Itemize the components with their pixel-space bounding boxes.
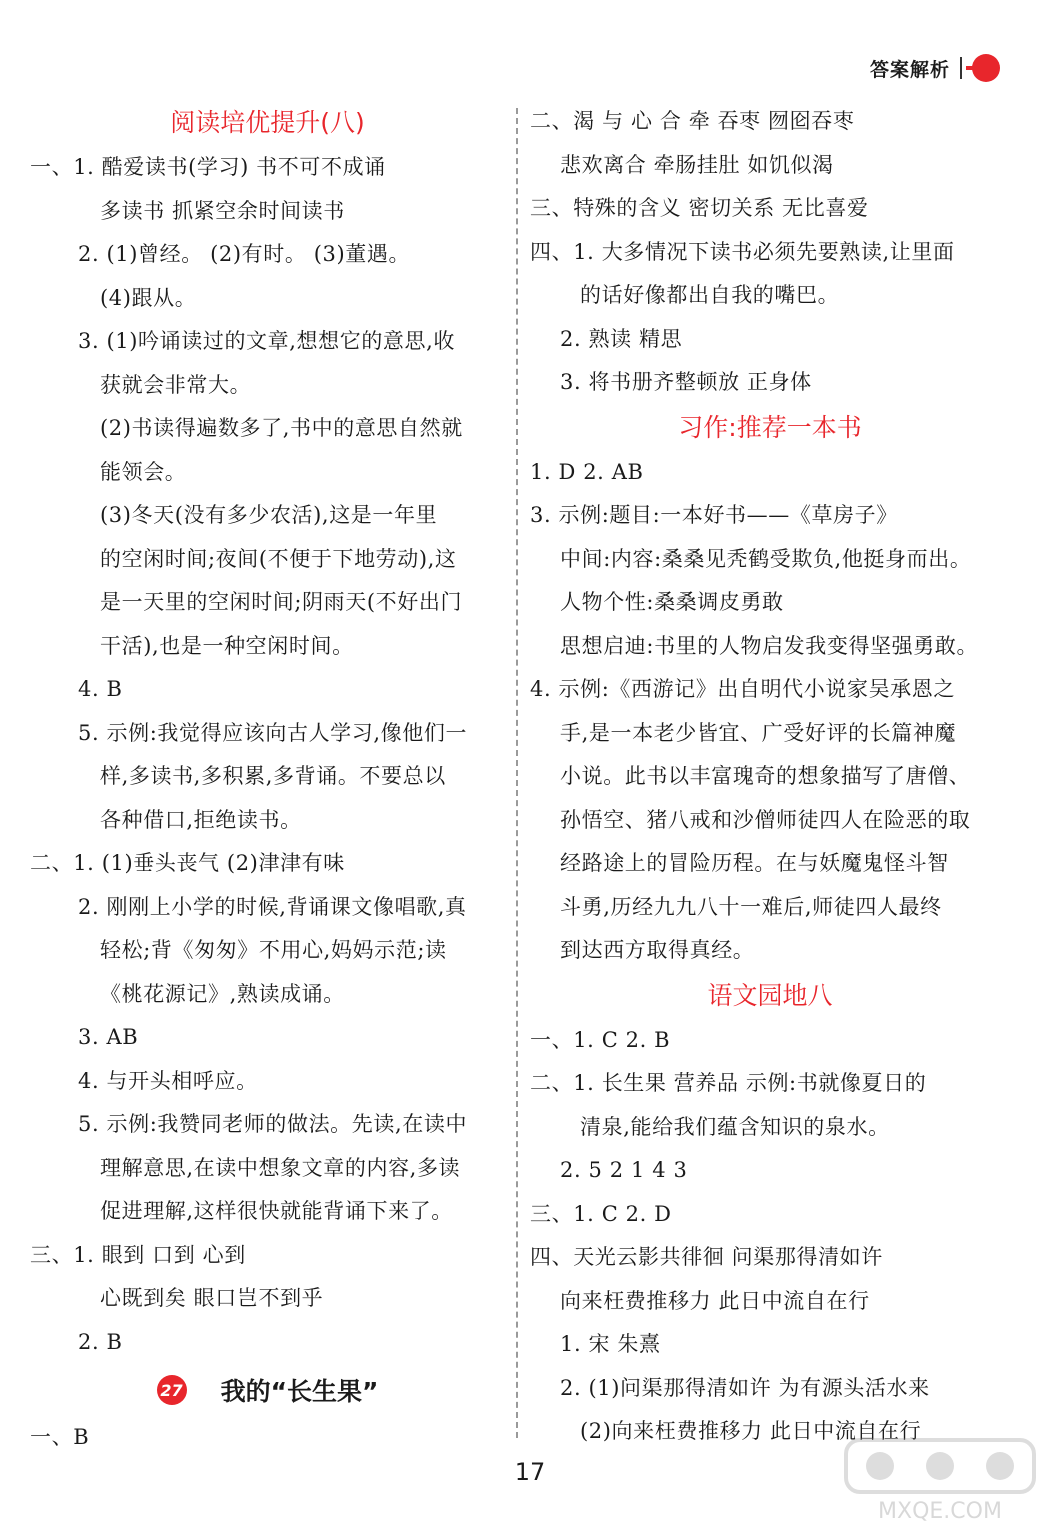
answer-line: 的话好像都出自我的嘴巴。 — [580, 283, 840, 307]
watermark-text: MXQE.COM — [878, 1499, 1002, 1524]
left-column — [30, 100, 505, 1460]
answer-line: 理解意思,在读中想象文章的内容,多读 — [100, 1155, 461, 1180]
answer-line: 4. 与开头相呼应。 — [78, 1068, 258, 1093]
answer-line: 二、渴 与 心 合 牵 吞枣 囫囵吞枣 — [530, 109, 855, 133]
answer-line: 4. B — [78, 677, 123, 701]
section-title-writing: 习作:推荐一本书 — [678, 412, 862, 442]
answer-line: 2. (1)曾经。 (2)有时。 (3)董遇。 — [78, 242, 411, 266]
page-number: 17 — [514, 1458, 546, 1486]
answer-line: 手,是一本老少皆宜、广受好评的长篇神魔 — [560, 720, 957, 745]
answer-line: 各种借口,拒绝读书。 — [100, 807, 302, 832]
column-divider — [516, 108, 518, 1438]
answer-line: 思想启迪:书里的人物启发我变得坚强勇敢。 — [560, 633, 979, 658]
answer-line: 二、1. (1)垂头丧气 (2)津津有味 — [30, 851, 345, 875]
answer-line: 2. 5 2 1 4 3 — [560, 1158, 688, 1182]
lesson-title-text: 我的“长生果” — [220, 1377, 379, 1406]
answer-line: (2)书读得遍数多了,书中的意思自然就 — [100, 416, 463, 440]
answer-line: 三、特殊的含义 密切关系 无比喜爱 — [530, 196, 869, 220]
answer-line: 3. 将书册齐整顿放 正身体 — [560, 370, 812, 394]
answer-line: 三、1. C 2. D — [530, 1201, 672, 1226]
answer-line: 小说。此书以丰富瑰奇的想象描写了唐僧、 — [560, 764, 971, 788]
answer-line: 2. 熟读 精思 — [560, 326, 683, 351]
header-separator — [960, 57, 962, 79]
answer-line: 孙悟空、猪八戒和沙僧师徒四人在险恶的取 — [560, 807, 971, 832]
answer-line: 能领会。 — [100, 459, 187, 484]
answer-line: 多读书 抓紧空余时间读书 — [100, 198, 345, 223]
lesson-number-badge: 27 — [157, 1375, 187, 1405]
answer-line: 到达西方取得真经。 — [560, 938, 755, 962]
page-header — [870, 48, 1000, 88]
answer-line: 悲欢离合 牵肠挂肚 如饥似渴 — [560, 152, 834, 177]
answer-line: 《桃花源记》,熟读成诵。 — [100, 981, 345, 1006]
answer-line: 轻松;背《匆匆》不用心,妈妈示范;读 — [100, 938, 447, 962]
answer-line: 5. 示例:我觉得应该向古人学习,像他们一 — [78, 720, 468, 745]
answer-line: 经路途上的冒险历程。在与妖魔鬼怪斗智 — [560, 851, 949, 875]
lesson-title — [30, 1364, 505, 1416]
answer-line: 向来枉费推移力 此日中流自在行 — [560, 1288, 870, 1313]
answer-line: 3. 示例:题目:一本好书——《草房子》 — [530, 503, 898, 527]
answer-line: 获就会非常大。 — [100, 372, 252, 397]
header-red-dot-icon — [972, 54, 1000, 82]
answer-line: 人物个性:桑桑调皮勇敢 — [560, 590, 784, 614]
answer-line: 1. D 2. AB — [530, 459, 644, 484]
answer-line: 一、B — [30, 1425, 90, 1449]
header-title: 答案解析 — [869, 58, 950, 81]
answer-line: 是一天里的空闲时间;阴雨天(不好出门 — [100, 590, 463, 614]
answer-line: (4)跟从。 — [100, 285, 197, 310]
answer-line: 二、1. 长生果 营养品 示例:书就像夏日的 — [530, 1071, 927, 1095]
section-title-reading: 阅读培优提升(八) — [170, 108, 365, 137]
answer-line: (2)向来枉费推移力 此日中流自在行 — [580, 1419, 922, 1443]
answer-line: 2. (1)问渠那得清如许 为有源头活水来 — [560, 1375, 930, 1400]
answer-line: 一、1. 酷爱读书(学习) 书不可不成诵 — [30, 155, 386, 179]
answer-line: 中间:内容:桑桑见秃鹤受欺负,他挺身而出。 — [560, 546, 972, 571]
answer-line: 干活),也是一种空闲时间。 — [100, 633, 354, 658]
answer-line: 四、天光云影共徘徊 问渠那得清如许 — [530, 1245, 883, 1269]
answer-line: 3. AB — [78, 1025, 139, 1049]
answer-line: 5. 示例:我赞同老师的做法。先读,在读中 — [78, 1112, 468, 1136]
answer-line: 清泉,能给我们蕴含知识的泉水。 — [580, 1114, 890, 1139]
answer-line: 3. (1)吟诵读过的文章,想想它的意思,收 — [78, 329, 456, 353]
answer-line: 心既到矣 眼口岂不到乎 — [100, 1286, 324, 1310]
answer-line: 三、1. 眼到 口到 心到 — [30, 1242, 246, 1267]
watermark-logo — [840, 1436, 1040, 1526]
answer-line: 斗勇,历经九九八十一难后,师徒四人最终 — [560, 894, 942, 919]
answer-line: 样,多读书,多积累,多背诵。不要总以 — [100, 764, 446, 788]
answer-line: 1. 宋 朱熹 — [560, 1332, 661, 1356]
answer-line: 一、1. C 2. B — [530, 1027, 671, 1052]
answer-line: 4. 示例:《西游记》出自明代小说家吴承恩之 — [530, 677, 955, 701]
answer-line: 的空闲时间;夜间(不便于下地劳动),这 — [100, 546, 457, 571]
answer-line: 2. B — [78, 1329, 123, 1354]
answer-line: (3)冬天(没有多少农活),这是一年里 — [100, 503, 438, 527]
answer-line: 四、1. 大多情况下读书必须先要熟读,让里面 — [530, 239, 955, 264]
answer-line: 2. 刚刚上小学的时候,背诵课文像唱歌,真 — [78, 894, 467, 919]
right-column — [530, 100, 1010, 1454]
section-title-garden: 语文园地八 — [707, 980, 833, 1010]
answer-line: 促进理解,这样很快就能背诵下来了。 — [100, 1199, 453, 1223]
